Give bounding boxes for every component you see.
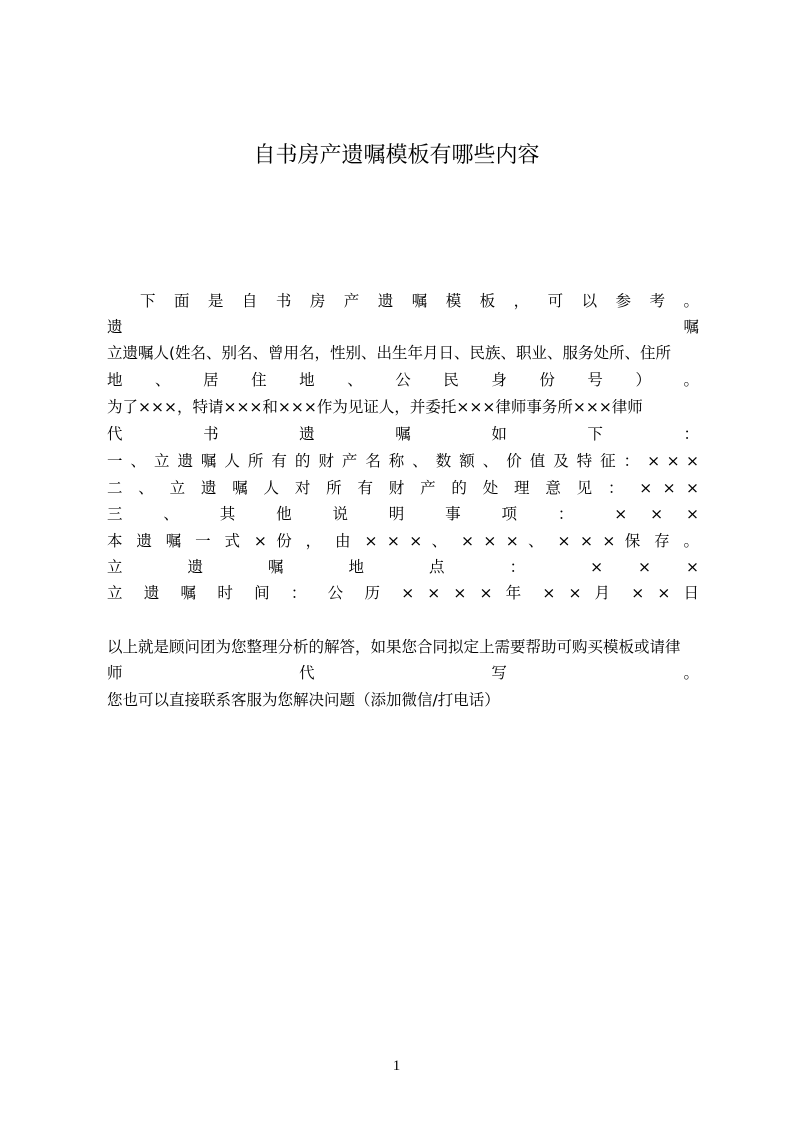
body-line-residence: 地 、 居 住 地 、 公 民 身 份 号 ） 。 xyxy=(107,371,699,389)
closing-line-3: 您也可以直接联系客服为您解决问题（添加微信/打电话） xyxy=(107,691,500,709)
body-line-item-one: 一 、 立 遗 嘱 人 所 有 的 财 产 名 称 、 数 额 、 价 值 及 特 征 ： × × × xyxy=(107,452,699,470)
page-title: 自书房产遗嘱模板有哪些内容 xyxy=(253,143,540,168)
body-line-drafted: 代 书 遗 嘱 如 下 ： xyxy=(107,425,699,443)
body-line-item-two: 二 、 立 遗 嘱 人 对 所 有 财 产 的 处 理 意 见 ： × × × xyxy=(107,479,699,497)
body-line-copies: 本 遗 嘱 一 式 × 份 ， 由 × × × 、 × × × 、 × × × 保 存 。 xyxy=(107,532,699,550)
body-line-witness: 为了×××，特请×××和×××作为见证人，并委托×××律师事务所×××律师 xyxy=(107,398,643,416)
body-line-place: 立 遗 嘱 地 点 ： × × × xyxy=(107,558,699,576)
body-line-intro: 下 面 是 自 书 房 产 遗 嘱 模 板 ， 可 以 参 考 。 xyxy=(140,292,699,310)
body-line-item-three: 三 、 其 他 说 明 事 项 ： × × × xyxy=(107,505,699,523)
body-line-testator: 立遗嘱人(姓名、别名、曾用名，性别、出生年月日、民族、职业、服务处所、住所 xyxy=(107,344,672,362)
page-number: 1 xyxy=(392,1058,401,1074)
body-line-date: 立 遗 嘱 时 间 ： 公 历 × × × × 年 × × 月 × × 日 xyxy=(107,584,699,602)
body-line-heading: 遗 嘱 xyxy=(107,318,699,336)
closing-line-2: 师 代 写 。 xyxy=(107,664,699,682)
closing-line-1: 以上就是顾问团为您整理分析的解答，如果您合同拟定上需要帮助可购买模板或请律 xyxy=(107,638,681,656)
